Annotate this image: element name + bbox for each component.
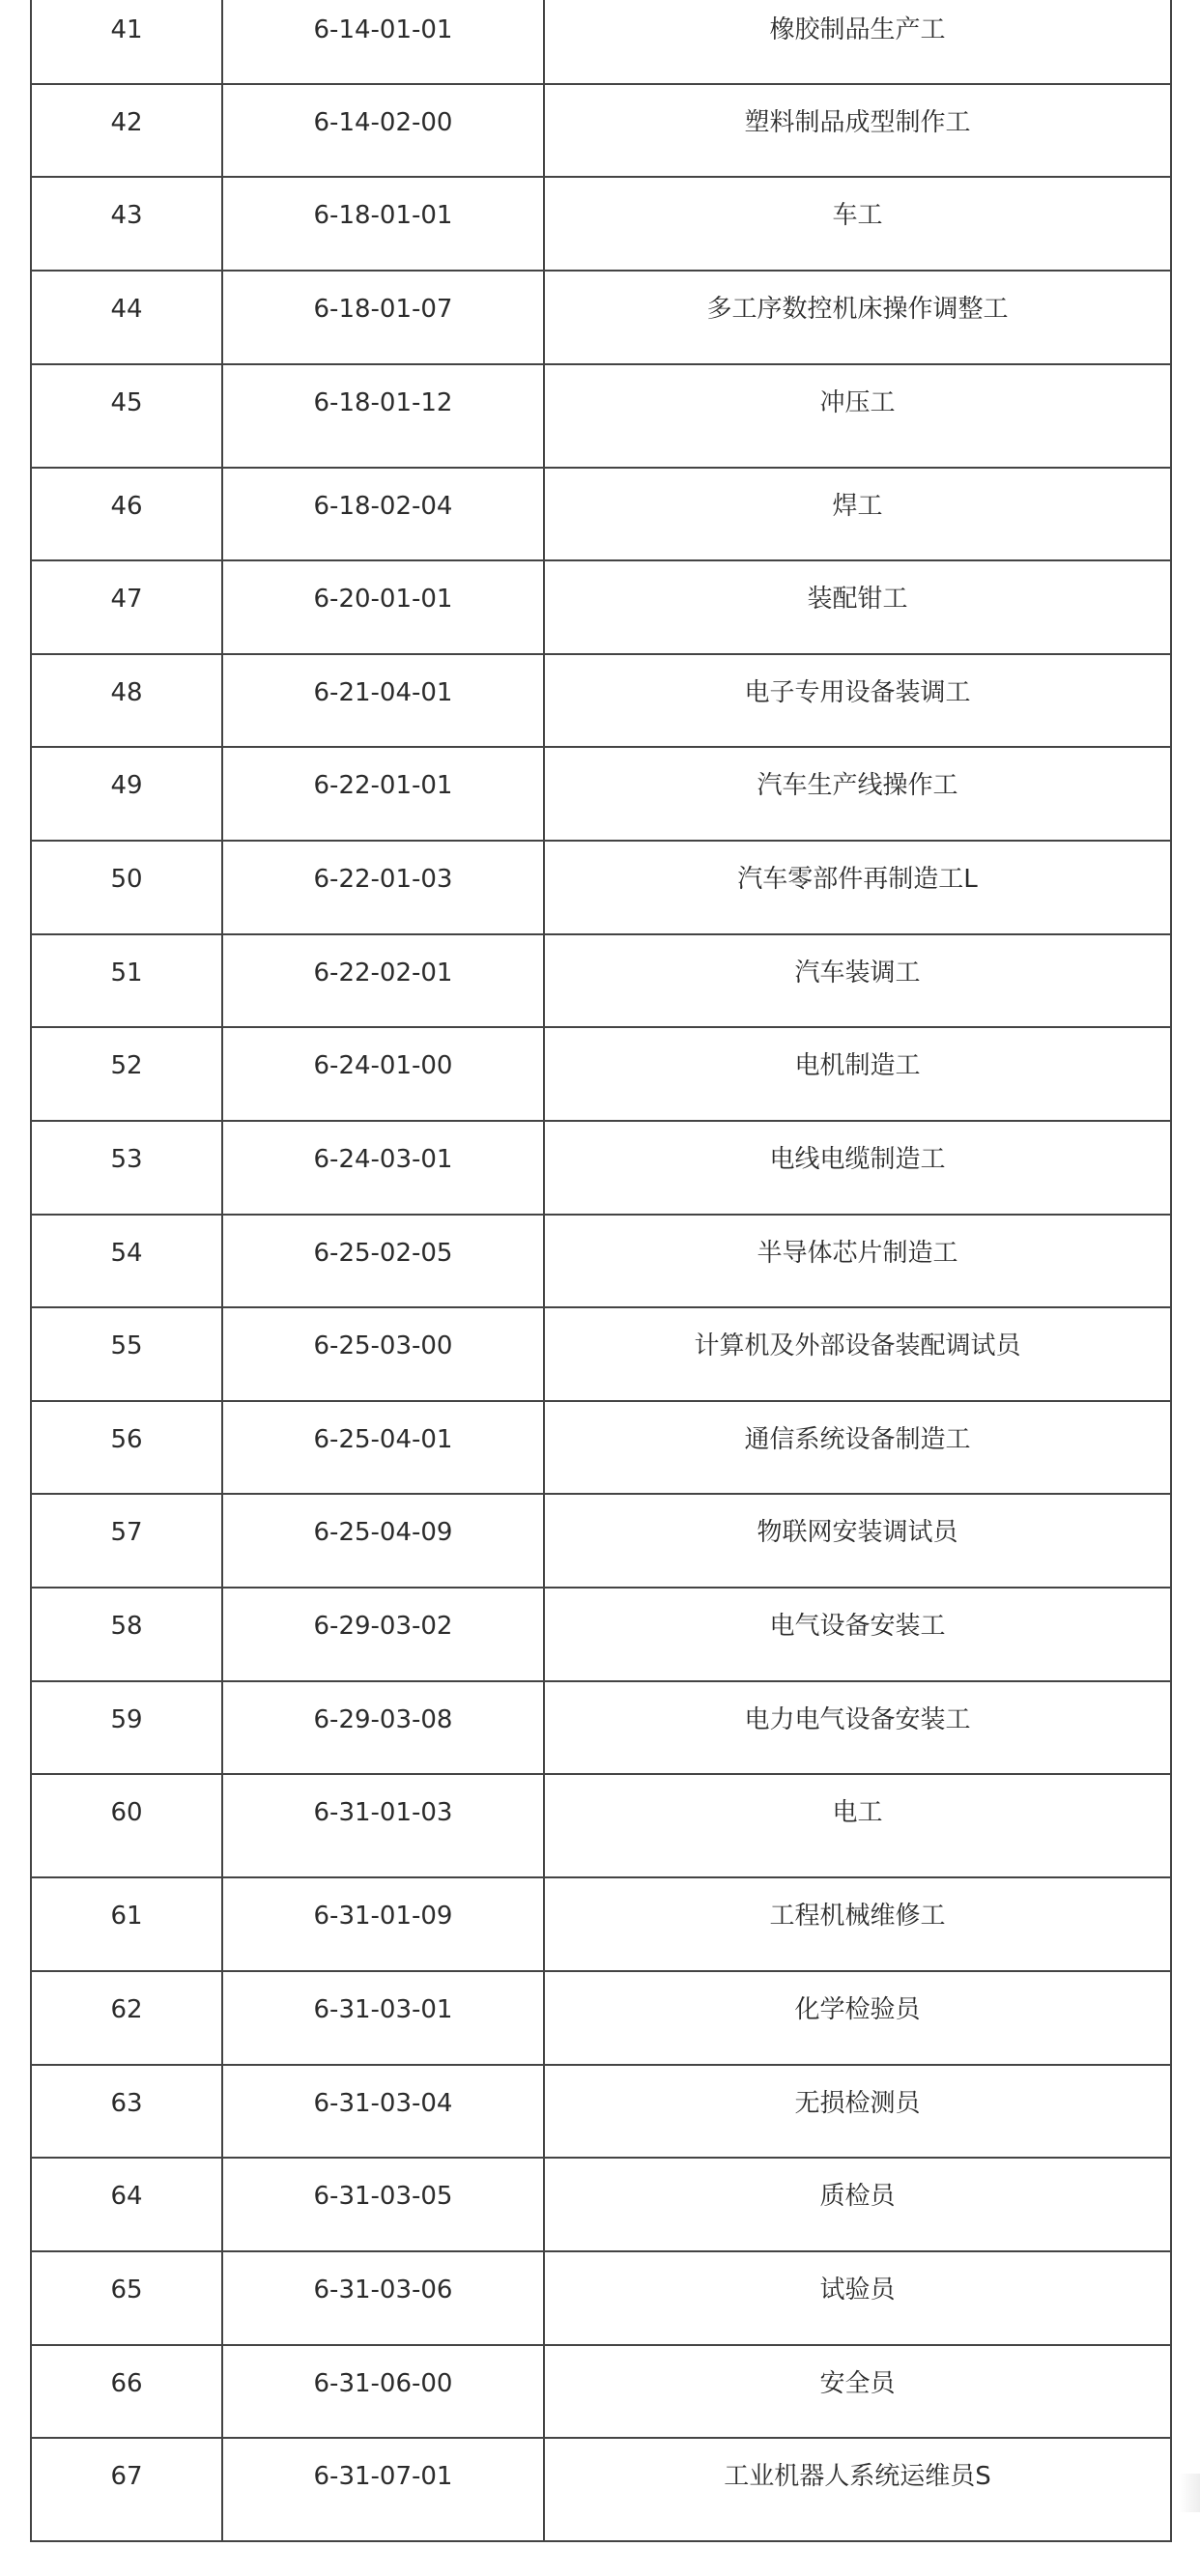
table-row — [31, 560, 1171, 654]
row-number: 58 — [110, 1612, 143, 1641]
row-number-cell — [31, 1027, 222, 1121]
occupation-name: 电工 — [832, 1798, 883, 1827]
name-cell — [544, 364, 1171, 468]
table-row — [31, 364, 1171, 468]
name-cell — [544, 1774, 1171, 1877]
occupation-name: 电子专用设备装调工 — [744, 678, 971, 707]
row-number-cell — [31, 2345, 222, 2438]
name-cell — [544, 1027, 1171, 1121]
table-row — [31, 2158, 1171, 2251]
row-number: 52 — [110, 1051, 143, 1080]
occupation-name: 汽车装调工 — [794, 959, 921, 987]
name-cell — [544, 1401, 1171, 1494]
table-row — [31, 841, 1171, 934]
occupation-code: 6-29-03-02 — [313, 1612, 453, 1641]
row-number: 43 — [110, 201, 143, 230]
code-cell — [222, 1401, 544, 1494]
code-cell — [222, 2438, 544, 2541]
row-number-cell — [31, 177, 222, 271]
occupation-code: 6-18-02-04 — [313, 492, 453, 521]
occupation-code: 6-18-01-01 — [313, 201, 453, 230]
row-number-cell — [31, 364, 222, 468]
table-row — [31, 1877, 1171, 1971]
occupation-name: 电气设备安装工 — [769, 1612, 946, 1641]
row-number: 62 — [110, 1995, 143, 2024]
occupation-code: 6-25-02-05 — [313, 1239, 453, 1268]
occupation-name: 车工 — [832, 201, 883, 230]
occupation-name: 冲压工 — [819, 388, 896, 417]
occupation-code: 6-24-01-00 — [313, 1051, 453, 1080]
row-number: 42 — [110, 108, 143, 137]
row-number: 66 — [110, 2369, 143, 2398]
table-row — [31, 1774, 1171, 1877]
name-cell — [544, 1215, 1171, 1307]
code-cell — [222, 2158, 544, 2251]
name-cell — [544, 1681, 1171, 1774]
row-number-cell — [31, 560, 222, 654]
occupation-code: 6-31-03-01 — [313, 1995, 453, 2024]
occupation-code: 6-22-01-01 — [313, 771, 453, 800]
code-cell — [222, 2251, 544, 2345]
occupation-name: 装配钳工 — [807, 585, 908, 614]
table-row — [31, 2065, 1171, 2158]
row-number-cell — [31, 1588, 222, 1681]
name-cell — [544, 271, 1171, 364]
row-number-cell — [31, 271, 222, 364]
row-number-cell — [31, 1401, 222, 1494]
table-row — [31, 1971, 1171, 2065]
name-cell — [544, 177, 1171, 271]
code-cell — [222, 841, 544, 934]
occupation-name: 安全员 — [819, 2369, 896, 2398]
row-number-cell — [31, 84, 222, 177]
occupation-name: 橡胶制品生产工 — [769, 15, 946, 44]
occupation-code: 6-22-01-03 — [313, 865, 453, 894]
code-cell — [222, 747, 544, 841]
row-number: 47 — [110, 585, 143, 614]
name-cell — [544, 0, 1171, 84]
occupation-name: 质检员 — [819, 2182, 896, 2211]
row-number-cell — [31, 934, 222, 1027]
row-number-cell — [31, 2251, 222, 2345]
code-cell — [222, 0, 544, 84]
code-cell — [222, 2065, 544, 2158]
occupation-code: 6-31-03-05 — [313, 2182, 453, 2211]
code-cell — [222, 654, 544, 747]
row-number: 45 — [110, 388, 143, 417]
occupation-code: 6-14-02-00 — [313, 108, 453, 137]
occupation-code: 6-31-03-04 — [313, 2089, 453, 2118]
row-number: 57 — [110, 1518, 143, 1547]
table-row — [31, 1307, 1171, 1401]
row-number-cell — [31, 841, 222, 934]
row-number-cell — [31, 1877, 222, 1971]
code-cell — [222, 2345, 544, 2438]
row-number: 61 — [110, 1902, 143, 1931]
table-row — [31, 1027, 1171, 1121]
code-cell — [222, 1121, 544, 1215]
row-number-cell — [31, 1121, 222, 1215]
table-row — [31, 1494, 1171, 1588]
table-body — [31, 0, 1171, 2541]
row-number-cell — [31, 2438, 222, 2541]
name-cell — [544, 1877, 1171, 1971]
row-number-cell — [31, 1215, 222, 1307]
occupation-name: 半导体芯片制造工 — [757, 1239, 958, 1268]
table-row — [31, 271, 1171, 364]
row-number: 67 — [110, 2462, 143, 2491]
occupation-code: 6-20-01-01 — [313, 585, 453, 614]
occupation-code: 6-25-04-09 — [313, 1518, 453, 1547]
table-row — [31, 1121, 1171, 1215]
occupation-name: 物联网安装调试员 — [757, 1518, 958, 1547]
occupation-name: 无损检测员 — [794, 2089, 921, 2118]
occupation-name: 汽车零部件再制造工L — [737, 865, 978, 894]
row-number: 41 — [110, 15, 143, 44]
occupation-name: 通信系统设备制造工 — [744, 1425, 971, 1454]
row-number: 44 — [110, 295, 143, 324]
row-number-cell — [31, 2065, 222, 2158]
table-row — [31, 177, 1171, 271]
name-cell — [544, 747, 1171, 841]
row-number-cell — [31, 468, 222, 560]
name-cell — [544, 2251, 1171, 2345]
occupation-code: 6-22-02-01 — [313, 959, 453, 987]
name-cell — [544, 654, 1171, 747]
occupation-code: 6-29-03-08 — [313, 1705, 453, 1734]
occupation-name: 化学检验员 — [794, 1995, 921, 2024]
occupation-code: 6-14-01-01 — [313, 15, 453, 44]
code-cell — [222, 1307, 544, 1401]
occupation-code: 6-31-01-09 — [313, 1902, 453, 1931]
row-number: 59 — [110, 1705, 143, 1734]
table-row — [31, 84, 1171, 177]
row-number-cell — [31, 2158, 222, 2251]
name-cell — [544, 2065, 1171, 2158]
row-number: 54 — [110, 1239, 143, 1268]
table-row — [31, 1401, 1171, 1494]
code-cell — [222, 364, 544, 468]
name-cell — [544, 2438, 1171, 2541]
row-number: 46 — [110, 492, 143, 521]
row-number: 49 — [110, 771, 143, 800]
occupation-name: 塑料制品成型制作工 — [744, 108, 971, 137]
table-row — [31, 2345, 1171, 2438]
code-cell — [222, 468, 544, 560]
occupation-code: 6-31-07-01 — [313, 2462, 453, 2491]
row-number-cell — [31, 1494, 222, 1588]
row-number: 53 — [110, 1145, 143, 1174]
table-row — [31, 468, 1171, 560]
code-cell — [222, 1494, 544, 1588]
occupation-code: 6-18-01-07 — [313, 295, 453, 324]
name-cell — [544, 1494, 1171, 1588]
row-number: 56 — [110, 1425, 143, 1454]
occupation-code: 6-18-01-12 — [313, 388, 453, 417]
table-row — [31, 2251, 1171, 2345]
name-cell — [544, 468, 1171, 560]
name-cell — [544, 841, 1171, 934]
code-cell — [222, 1971, 544, 2065]
code-cell — [222, 84, 544, 177]
table-row — [31, 1215, 1171, 1307]
code-cell — [222, 934, 544, 1027]
code-cell — [222, 1681, 544, 1774]
occupation-code: 6-25-04-01 — [313, 1425, 453, 1454]
table-row — [31, 1681, 1171, 1774]
occupation-code: 6-31-06-00 — [313, 2369, 453, 2398]
occupation-code: 6-24-03-01 — [313, 1145, 453, 1174]
page-edge-shadow — [1179, 2474, 1200, 2512]
occupation-name: 电力电气设备安装工 — [744, 1705, 971, 1734]
row-number-cell — [31, 1774, 222, 1877]
occupation-code: 6-31-01-03 — [313, 1798, 453, 1827]
occupation-name: 焊工 — [832, 492, 883, 521]
code-cell — [222, 1877, 544, 1971]
code-cell — [222, 560, 544, 654]
table-row — [31, 654, 1171, 747]
row-number-cell — [31, 1971, 222, 2065]
occupation-code: 6-25-03-00 — [313, 1331, 453, 1360]
row-number: 63 — [110, 2089, 143, 2118]
table-row — [31, 1588, 1171, 1681]
name-cell — [544, 560, 1171, 654]
row-number: 60 — [110, 1798, 143, 1827]
row-number: 51 — [110, 959, 143, 987]
code-cell — [222, 1027, 544, 1121]
row-number: 50 — [110, 865, 143, 894]
occupation-name: 试验员 — [819, 2275, 896, 2304]
name-cell — [544, 934, 1171, 1027]
row-number: 65 — [110, 2275, 143, 2304]
occupation-name: 多工序数控机床操作调整工 — [706, 295, 1009, 324]
occupation-name: 工业机器人系统运维员S — [724, 2462, 991, 2491]
row-number: 64 — [110, 2182, 143, 2211]
row-number-cell — [31, 1681, 222, 1774]
table-row — [31, 0, 1171, 84]
occupation-code: 6-31-03-06 — [313, 2275, 453, 2304]
occupation-name: 汽车生产线操作工 — [757, 771, 958, 800]
occupation-name: 电线电缆制造工 — [769, 1145, 946, 1174]
occupation-table — [30, 0, 1172, 2542]
occupation-code: 6-21-04-01 — [313, 678, 453, 707]
name-cell — [544, 84, 1171, 177]
row-number-cell — [31, 0, 222, 84]
table-row — [31, 2438, 1171, 2541]
row-number: 55 — [110, 1331, 143, 1360]
row-number-cell — [31, 654, 222, 747]
name-cell — [544, 1307, 1171, 1401]
code-cell — [222, 177, 544, 271]
table-row — [31, 747, 1171, 841]
code-cell — [222, 1774, 544, 1877]
occupation-name: 计算机及外部设备装配调试员 — [694, 1331, 1021, 1360]
name-cell — [544, 2345, 1171, 2438]
name-cell — [544, 2158, 1171, 2251]
table-row — [31, 934, 1171, 1027]
name-cell — [544, 1971, 1171, 2065]
row-number-cell — [31, 747, 222, 841]
occupation-name: 工程机械维修工 — [769, 1902, 946, 1931]
occupation-name: 电机制造工 — [794, 1051, 921, 1080]
code-cell — [222, 1588, 544, 1681]
code-cell — [222, 271, 544, 364]
row-number: 48 — [110, 678, 143, 707]
name-cell — [544, 1588, 1171, 1681]
name-cell — [544, 1121, 1171, 1215]
row-number-cell — [31, 1307, 222, 1401]
code-cell — [222, 1215, 544, 1307]
